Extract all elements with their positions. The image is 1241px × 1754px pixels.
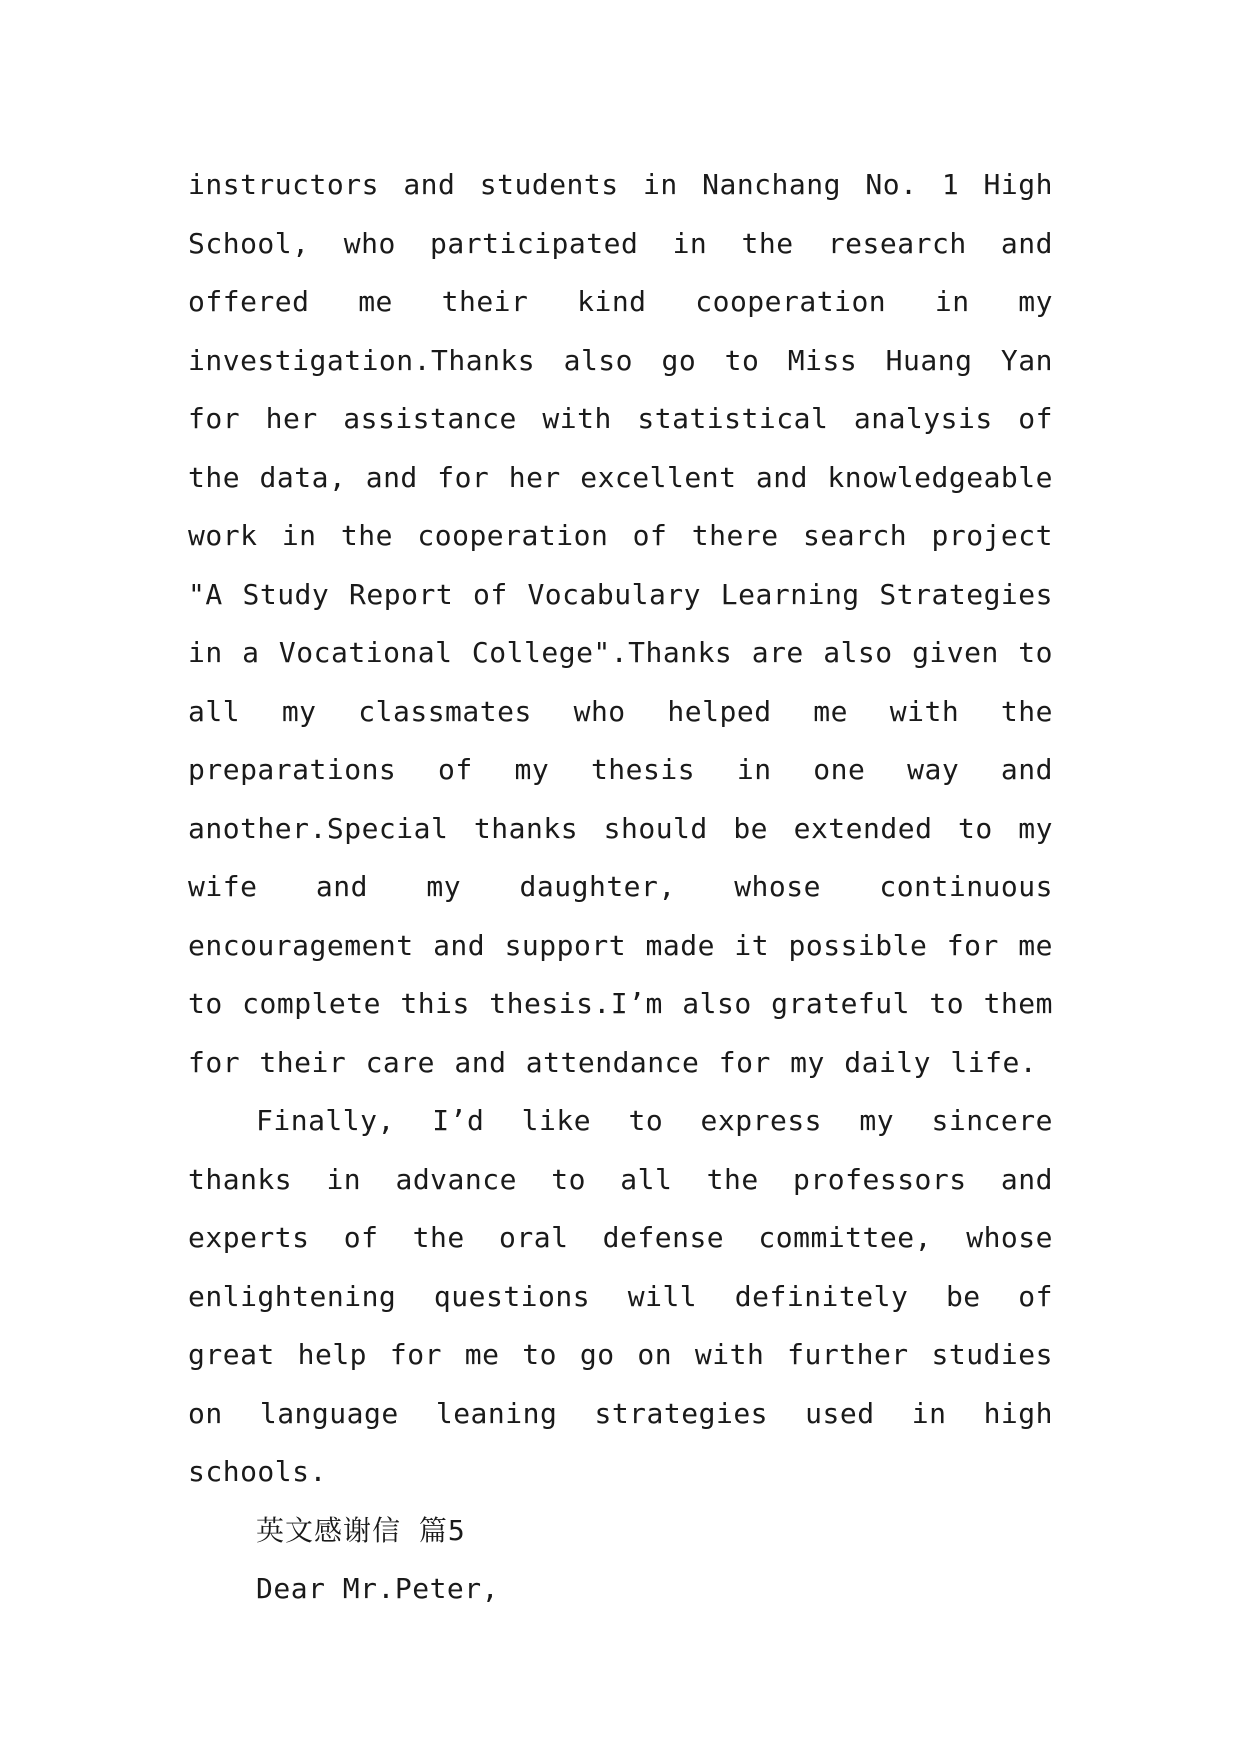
letter-greeting: Dear Mr.Peter, [256, 1572, 500, 1605]
body-paragraph-continuation: instructors and students in Nanchang No. 1 High School, who participated in the research and offered me their kind cooperation in my investigation.Thanks also go to Miss Huang Yan for her assistance with statistical analysis of the data, and for her excellent and knowledgeable work in the cooperation of there search project "A Study Report of Vocabulary Learning Strategies in a Vocational College".Thanks are also given to all my classmates who helped me with the preparations of my thesis in one way and another.Special thanks should be extended to my wife and my daughter, whose continuous encouragement and support made it possible for me to complete this thesis.I’m also grateful to them for their care and attendance for my daily life. [188, 168, 1053, 1079]
section-heading: 英文感谢信 篇5 [256, 1513, 466, 1547]
document-page [188, 156, 1053, 1619]
body-paragraph-closing: Finally, I’d like to express my sincere thanks in advance to all the professors and experts of the oral defense committee, whose enlightening questions will definitely be of great help for me to go on with further studies on language leaning strategies used in high schools. [188, 1104, 1053, 1488]
